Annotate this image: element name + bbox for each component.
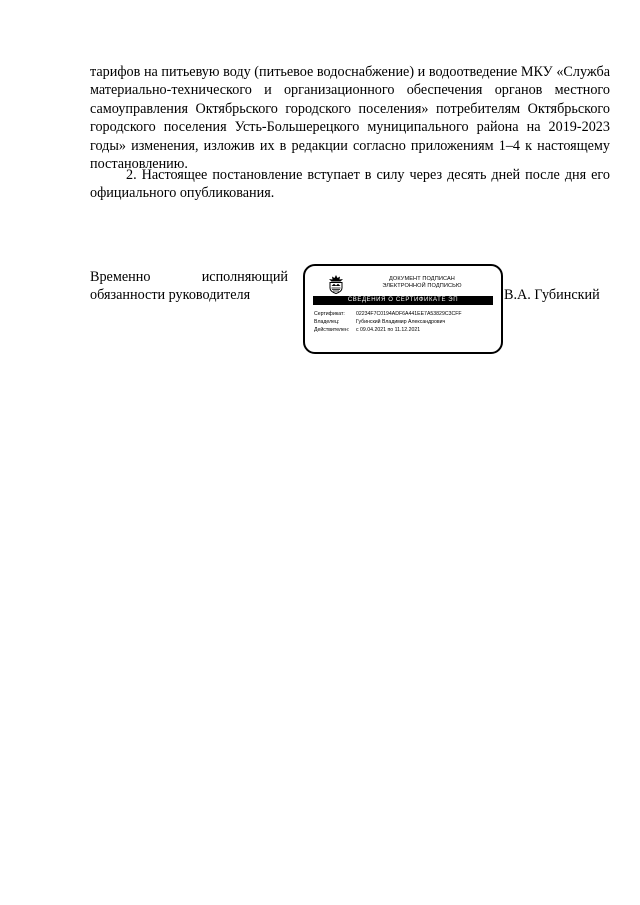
stamp-certificate-band: СВЕДЕНИЯ О СЕРТИФИКАТЕ ЭП (313, 296, 493, 305)
certificate-value: 02234F7C0194ADF6A441EE7A53829C3CFF (356, 311, 462, 317)
stamp-validity-row (314, 327, 420, 333)
stamp-header-line-2: ЭЛЕКТРОННОЙ ПОДПИСЬЮ (382, 283, 462, 289)
owner-label: Владелец: (314, 319, 340, 325)
signatory-position-word-2: исполняющий (201, 269, 288, 285)
signatory-name: В.А. Губинский (504, 287, 600, 303)
stamp-owner-row (314, 319, 445, 325)
body-paragraph-1: тарифов на питьевую воду (питьевое водоснабжение) и водоотведение МКУ «Служба материально-технического и организационного обеспечения органов местного самоуправления Октябрьского городского поселения» потребителям Октябрьского городского поселения Усть-Большерецкого муниципального района на 2019-2023 годы» изменения, изложив их в редакции согласно приложениям 1–4 к настоящему постановлению. (90, 64, 610, 173)
certificate-label: Сертификат: (314, 311, 345, 317)
stamp-certificate-row (314, 311, 462, 317)
validity-value: с 09.04.2021 по 11.12.2021 (356, 327, 421, 333)
stamp-header (357, 276, 487, 290)
body-paragraph-2: 2. Настоящее постановление вступает в силу через десять дней после дня его официального опубликования. (90, 167, 610, 202)
signatory-position (90, 268, 288, 305)
signatory-position-line-2: обязанности руководителя (90, 287, 251, 304)
stamp-header-line-1: ДОКУМЕНТ ПОДПИСАН (389, 276, 455, 282)
coat-of-arms-icon (327, 274, 345, 294)
electronic-signature-stamp (303, 264, 503, 354)
owner-value: Губинский Владимир Александрович (356, 319, 446, 325)
signatory-position-word-1: Временно (90, 269, 151, 285)
validity-label: Действителен: (314, 327, 350, 333)
